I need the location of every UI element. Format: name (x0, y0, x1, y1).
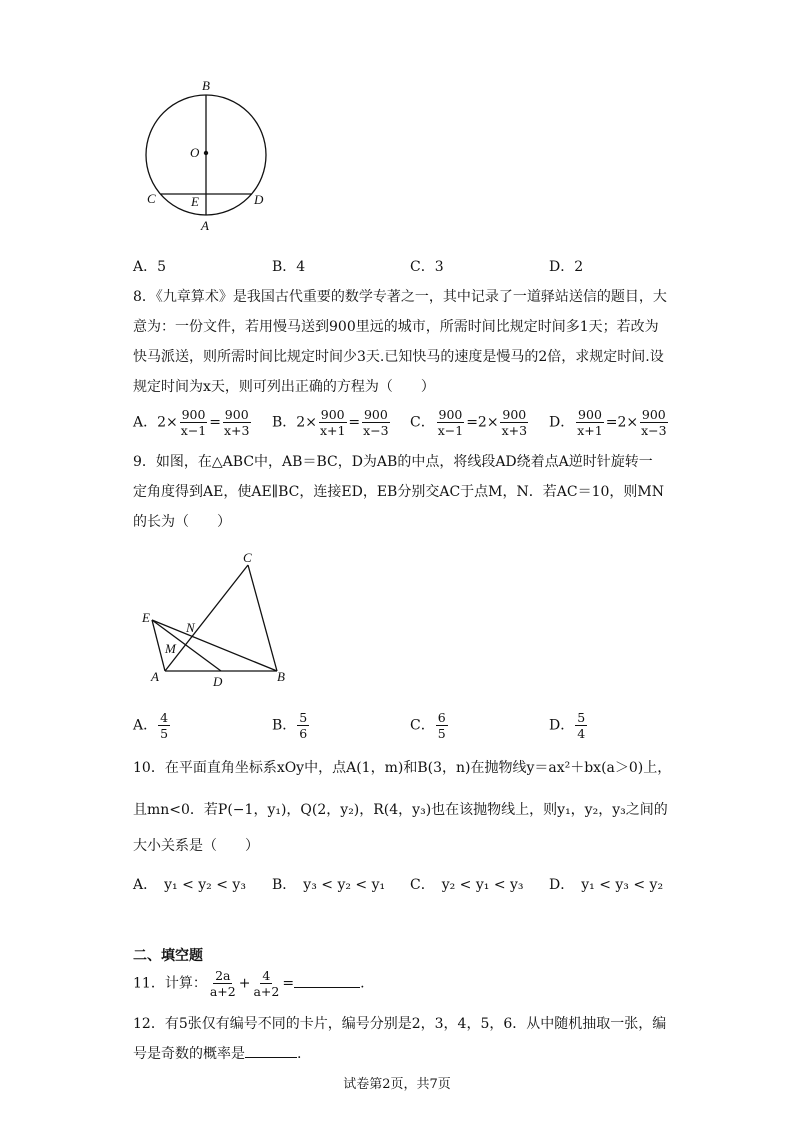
label-e: E (142, 610, 150, 625)
q10-line-2: 且mn<0．若P(−1，y₁)，Q(2，y₂)，R(4，y₃)也在该抛物线上，则y₁，y₂，y₃之间的 (133, 802, 668, 818)
section-title: 二、填空题 (133, 948, 203, 964)
q10-option-b: B． y₃ < y₂ < y₁ (272, 877, 386, 893)
q9-option-a: A． $\frac{4}{5}$ (133, 710, 169, 741)
q8-line-3: 快马派送，则所需时间比规定时间少3天.已知快马的速度是慢马的2倍，求规定时间.设 (133, 349, 664, 365)
q8-option-b: B．2× $\frac{900}{x+1}$ = $\frac{900}{x-3}$ (272, 407, 389, 438)
q8-line-2: 意为：一份文件，若用慢马送到900里远的城市，所需时间比规定时间多1天；若改为 (133, 319, 659, 335)
page-footer: 试卷第2页，共7页 (343, 1077, 451, 1092)
q11: 11．计算： $\frac{2a}{a+2}$ + $\frac{4}{a+2}$ = . (133, 968, 365, 999)
q12-line-2: 号是奇数的概率是 . (133, 1046, 302, 1062)
q8-line-1: 8．《九章算术》是我国古代重要的数学专著之一，其中记录了一道驿站送信的题目，大 (133, 289, 667, 305)
segment-bc (248, 565, 277, 671)
center-dot (204, 151, 208, 155)
q9-line-2: 定角度得到AE，使AE∥BC，连接ED，EB分别交AC于点M，N．若AC＝10，则MN (133, 484, 664, 500)
circle-figure (130, 75, 290, 235)
q10-option-a: A． y₁ < y₂ < y₃ (133, 877, 246, 893)
label-a: A (151, 669, 159, 684)
label-m: M (165, 641, 176, 656)
label-b: B (277, 669, 285, 684)
q7-option-a: A．5 (133, 259, 167, 275)
q12-line-1: 12．有5张仅有编号不同的卡片，编号分别是2，3，4，5，6．从中随机抽取一张，编 (133, 1016, 667, 1032)
label-c: C (147, 191, 156, 206)
label-b: B (202, 78, 210, 93)
q8-option-c: C． $\frac{900}{x-1}$ =2× $\frac{900}{x+3}$ (410, 407, 528, 438)
q7-option-c: C．3 (410, 259, 444, 275)
q9-option-d: D． $\frac{5}{4}$ (549, 710, 586, 741)
label-c: C (243, 550, 252, 565)
label-n: N (186, 620, 195, 635)
q9-option-c: C． $\frac{6}{5}$ (410, 710, 446, 741)
q10-option-d: D． y₁ < y₃ < y₂ (549, 877, 664, 893)
label-d: D (213, 674, 223, 689)
triangle-figure (135, 548, 305, 693)
q10-option-c: C． y₂ < y₁ < y₃ (410, 877, 524, 893)
q9-line-1: 9．如图，在△ABC中，AB＝BC，D为AB的中点，将线段AD绕着点A逆时针旋转一 (133, 454, 653, 470)
segment-ac (165, 565, 248, 671)
q12-answer-blank (245, 1057, 297, 1058)
q8-option-a: A．2× $\frac{900}{x-1}$ = $\frac{900}{x+3}$ (133, 407, 250, 438)
q8-option-d: D． $\frac{900}{x+1}$ =2× $\frac{900}{x-3}$ (549, 407, 667, 438)
q10-line-1: 10．在平面直角坐标系xOy中，点A(1，m)和B(3，n)在抛物线y＝ax²＋bx(a＞0)上， (133, 760, 672, 776)
q7-option-b: B．4 (272, 259, 306, 275)
q9-line-3: 的长为（ ） (133, 514, 231, 530)
q10-line-3: 大小关系是（ ） (133, 838, 259, 854)
q9-option-b: B． $\frac{5}{6}$ (272, 710, 308, 741)
q11-answer-blank (294, 987, 360, 988)
q8-line-4: 规定时间为x天，则可列出正确的方程为（ ） (133, 379, 435, 395)
label-d: D (254, 192, 264, 207)
label-a: A (201, 218, 209, 233)
label-o: O (190, 145, 200, 160)
label-e: E (191, 194, 199, 209)
q7-option-d: D．2 (549, 259, 584, 275)
